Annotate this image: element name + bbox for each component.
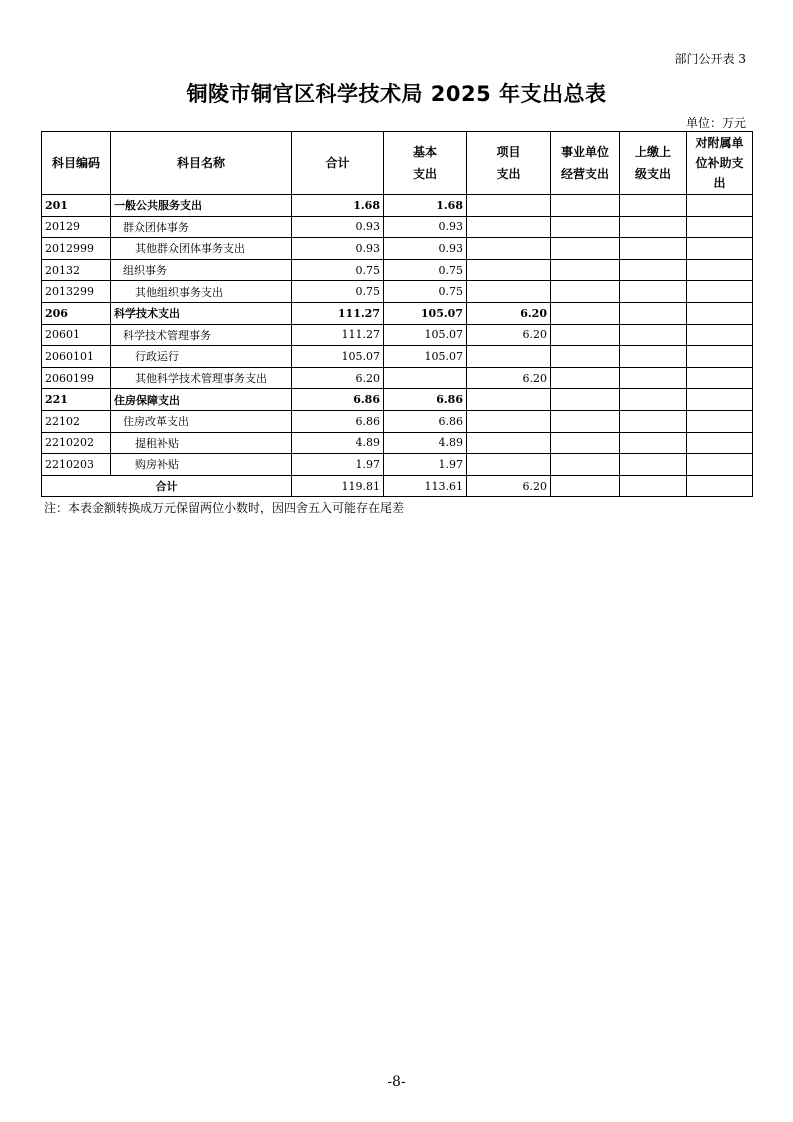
cell-biz <box>551 367 620 389</box>
cell-project <box>467 432 551 454</box>
cell-basic: 0.93 <box>384 216 467 238</box>
table-row <box>42 324 753 346</box>
cell-biz <box>551 389 620 411</box>
table-row <box>42 259 753 281</box>
cell-code: 22102 <box>42 410 111 432</box>
cell-sub <box>687 281 753 303</box>
cell-project <box>467 410 551 432</box>
cell-total: 0.75 <box>292 281 384 303</box>
cell-total: 105.07 <box>292 346 384 368</box>
cell-upper <box>620 238 687 260</box>
header-name: 科目名称 <box>111 132 292 195</box>
cell-project <box>467 195 551 217</box>
cell-upper <box>620 410 687 432</box>
cell-upper <box>620 389 687 411</box>
cell-biz <box>551 454 620 476</box>
cell-name: 一般公共服务支出 <box>111 195 292 217</box>
table-row <box>42 302 753 324</box>
cell-basic: 0.75 <box>384 281 467 303</box>
cell-total: 0.75 <box>292 259 384 281</box>
table-row <box>42 367 753 389</box>
cell-sub <box>687 302 753 324</box>
cell-name: 提租补贴 <box>111 432 292 454</box>
table-row <box>42 410 753 432</box>
cell-code: 2060199 <box>42 367 111 389</box>
cell-basic: 113.61 <box>384 475 467 497</box>
cell-biz <box>551 346 620 368</box>
cell-code: 20601 <box>42 324 111 346</box>
cell-code: 221 <box>42 389 111 411</box>
cell-basic: 4.89 <box>384 432 467 454</box>
total-row <box>42 475 753 497</box>
cell-sub <box>687 216 753 238</box>
cell-basic: 1.68 <box>384 195 467 217</box>
table-row <box>42 195 753 217</box>
cell-sub <box>687 195 753 217</box>
cell-upper <box>620 454 687 476</box>
cell-name: 住房保障支出 <box>111 389 292 411</box>
cell-sub <box>687 410 753 432</box>
cell-biz <box>551 475 620 497</box>
table-header-row <box>42 132 753 195</box>
cell-name: 其他组织事务支出 <box>111 281 292 303</box>
page-title: 铜陵市铜官区科学技术局 2025 年支出总表 <box>186 82 607 106</box>
cell-biz <box>551 259 620 281</box>
table-row <box>42 281 753 303</box>
cell-name: 住房改革支出 <box>111 410 292 432</box>
cell-basic: 105.07 <box>384 302 467 324</box>
cell-total: 4.89 <box>292 432 384 454</box>
cell-basic: 105.07 <box>384 324 467 346</box>
cell-total: 0.93 <box>292 216 384 238</box>
cell-total: 1.97 <box>292 454 384 476</box>
cell-upper <box>620 367 687 389</box>
cell-name: 科学技术管理事务 <box>111 324 292 346</box>
cell-basic: 0.75 <box>384 259 467 281</box>
cell-biz <box>551 432 620 454</box>
header-biz: 事业单位经营支出 <box>551 132 620 195</box>
cell-sub <box>687 346 753 368</box>
cell-basic: 6.86 <box>384 410 467 432</box>
cell-sub <box>687 367 753 389</box>
cell-sub <box>687 389 753 411</box>
cell-sub <box>687 259 753 281</box>
footnote: 注：本表金额转换成万元保留两位小数时，因四舍五入可能存在尾差 <box>44 501 405 515</box>
cell-project: 6.20 <box>467 475 551 497</box>
cell-sub <box>687 475 753 497</box>
cell-project <box>467 346 551 368</box>
table-row <box>42 389 753 411</box>
expenditure-table <box>41 131 753 497</box>
cell-basic: 1.97 <box>384 454 467 476</box>
cell-biz <box>551 238 620 260</box>
cell-basic: 0.93 <box>384 238 467 260</box>
cell-code: 2210202 <box>42 432 111 454</box>
cell-project: 6.20 <box>467 324 551 346</box>
page-number: -8- <box>387 1074 406 1090</box>
cell-upper <box>620 259 687 281</box>
cell-upper <box>620 475 687 497</box>
cell-upper <box>620 216 687 238</box>
cell-upper <box>620 324 687 346</box>
cell-project <box>467 238 551 260</box>
cell-project <box>467 389 551 411</box>
header-total: 合计 <box>292 132 384 195</box>
header-upper: 上缴上级支出 <box>620 132 687 195</box>
cell-basic <box>384 367 467 389</box>
cell-project: 6.20 <box>467 302 551 324</box>
cell-project <box>467 216 551 238</box>
cell-project <box>467 454 551 476</box>
table-row <box>42 238 753 260</box>
cell-sub <box>687 238 753 260</box>
header-code: 科目编码 <box>42 132 111 195</box>
cell-code: 20132 <box>42 259 111 281</box>
cell-project <box>467 281 551 303</box>
cell-name: 群众团体事务 <box>111 216 292 238</box>
cell-upper <box>620 432 687 454</box>
cell-biz <box>551 281 620 303</box>
cell-code: 2012999 <box>42 238 111 260</box>
cell-basic: 105.07 <box>384 346 467 368</box>
cell-code: 2060101 <box>42 346 111 368</box>
table-row <box>42 454 753 476</box>
header-basic: 基本支出 <box>384 132 467 195</box>
cell-name: 其他科学技术管理事务支出 <box>111 367 292 389</box>
cell-biz <box>551 302 620 324</box>
cell-total: 6.20 <box>292 367 384 389</box>
cell-total: 1.68 <box>292 195 384 217</box>
cell-code: 2210203 <box>42 454 111 476</box>
cell-project: 6.20 <box>467 367 551 389</box>
cell-project <box>467 259 551 281</box>
cell-total: 6.86 <box>292 389 384 411</box>
header-project: 项目支出 <box>467 132 551 195</box>
cell-upper <box>620 281 687 303</box>
cell-total: 0.93 <box>292 238 384 260</box>
cell-upper <box>620 346 687 368</box>
cell-total: 6.86 <box>292 410 384 432</box>
cell-code: 2013299 <box>42 281 111 303</box>
cell-upper <box>620 195 687 217</box>
unit-label: 单位：万元 <box>685 116 746 130</box>
cell-name: 其他群众团体事务支出 <box>111 238 292 260</box>
cell-sub <box>687 432 753 454</box>
cell-name: 购房补贴 <box>111 454 292 476</box>
cell-sub <box>687 324 753 346</box>
table-row <box>42 432 753 454</box>
cell-upper <box>620 302 687 324</box>
cell-code: 201 <box>42 195 111 217</box>
cell-total: 111.27 <box>292 302 384 324</box>
total-label: 合计 <box>42 475 292 497</box>
header-sub: 对附属单位补助支出 <box>687 132 753 195</box>
table-number-label: 部门公开表 3 <box>674 52 746 66</box>
cell-biz <box>551 216 620 238</box>
cell-biz <box>551 324 620 346</box>
cell-name: 科学技术支出 <box>111 302 292 324</box>
cell-biz <box>551 195 620 217</box>
cell-biz <box>551 410 620 432</box>
table-row <box>42 216 753 238</box>
cell-name: 行政运行 <box>111 346 292 368</box>
cell-code: 20129 <box>42 216 111 238</box>
cell-basic: 6.86 <box>384 389 467 411</box>
cell-total: 119.81 <box>292 475 384 497</box>
cell-name: 组织事务 <box>111 259 292 281</box>
cell-code: 206 <box>42 302 111 324</box>
cell-sub <box>687 454 753 476</box>
table-row <box>42 346 753 368</box>
cell-total: 111.27 <box>292 324 384 346</box>
